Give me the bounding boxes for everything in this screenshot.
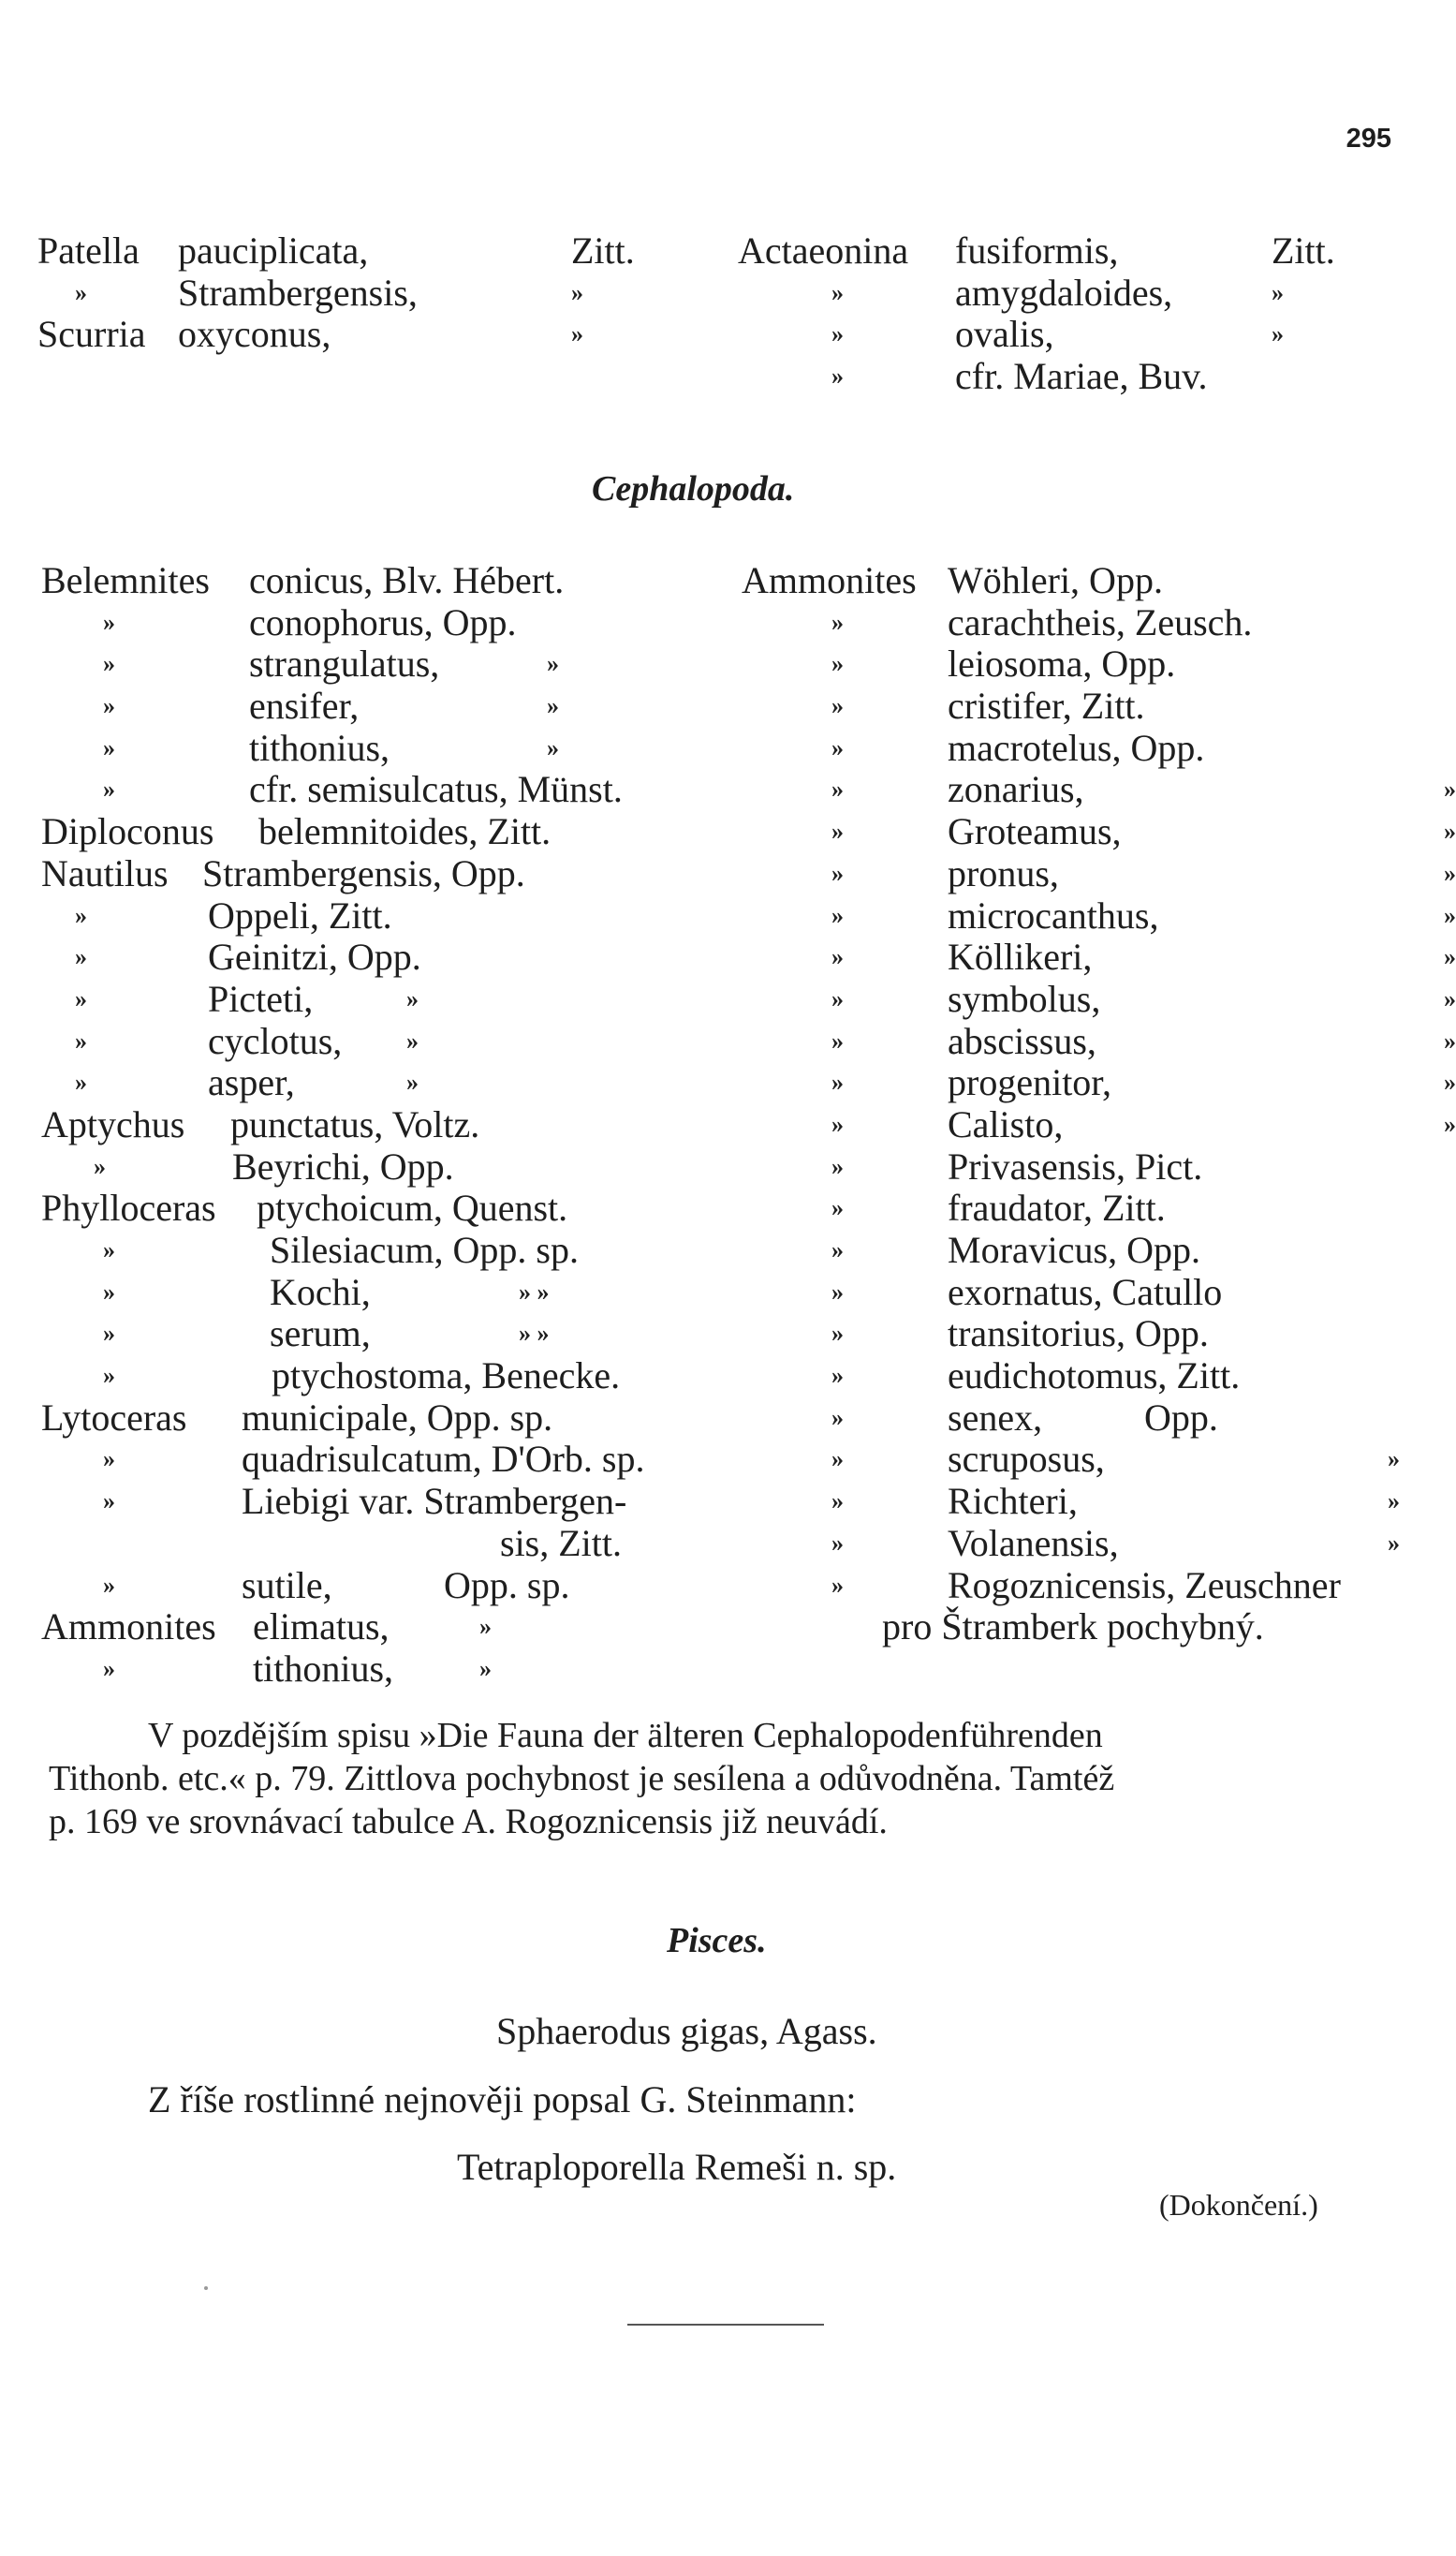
taxon-genus: Nautilus [41,851,169,894]
taxon-species: municipale, Opp. sp. [242,1396,553,1439]
taxon-genus: » [103,608,115,636]
taxon-genus: » [103,1278,115,1306]
end-rule [627,2324,824,2326]
gastropod-list-left [37,230,674,356]
taxon-author: » [406,984,419,1012]
taxon-genus: Aptychus [41,1102,185,1145]
taxon-row [41,853,715,895]
taxon-species: belemnitoides, Zitt. [258,810,552,853]
taxon-row [41,1523,715,1565]
taxon-species: tithonius, [249,726,390,769]
conclusion-note: (Dokončení.) [1159,2188,1318,2222]
taxon-genus: » [831,984,844,1012]
taxon-genus: » [103,1654,115,1682]
taxon-row [41,1606,715,1648]
taxon-author: » [1272,278,1284,306]
taxon-species: strangulatus, [249,643,440,686]
taxon-species: amygdaloides, [955,271,1173,314]
taxon-genus: » [103,692,115,720]
taxon-row [742,810,1456,853]
taxon-row [41,1481,715,1523]
taxon-row [742,1523,1416,1565]
taxon-row [37,273,674,315]
taxon-author: » [1444,859,1456,887]
taxon-species: ptychostoma, Benecke. [272,1354,621,1397]
taxon-author: » [479,1613,492,1641]
taxon-species: serum, [270,1312,371,1355]
taxon-species: Calisto, [948,1102,1064,1145]
taxon-row [742,936,1456,979]
taxon-row [41,769,715,811]
taxon-genus: » [103,776,115,804]
taxon-genus: » [831,733,844,761]
taxon-genus: » [103,1362,115,1390]
taxon-genus: » [831,1529,844,1557]
taxon-author: » [406,1069,419,1097]
taxon-author: » [1444,1027,1456,1055]
taxon-author: Opp. [1144,1396,1218,1439]
taxon-genus: Belemnites [41,559,210,601]
taxon-row [41,1439,715,1481]
taxon-species: Moravicus, Opp. [948,1229,1200,1271]
taxon-species: oxyconus, [178,313,331,356]
taxon-genus: » [831,901,844,929]
plant-intro: Z říše rostlinné nejnověji popsal G. Steinmann: [148,2078,857,2120]
taxon-species: Picteti, [208,977,314,1020]
taxon-genus: Ammonites [742,559,917,601]
taxon-species: Rogoznicensis, Zeuschner [948,1563,1341,1606]
taxon-genus: » [831,818,844,846]
cephalopod-list-right [742,559,1456,1648]
taxon-species: senex, [948,1396,1043,1439]
taxon-genus: » [831,692,844,720]
taxon-genus: » [75,984,87,1012]
taxon-genus: Diploconus [41,810,214,853]
taxon-author: » [1388,1487,1400,1515]
taxon-row [41,1146,715,1189]
taxon-genus: » [75,278,87,306]
taxon-row [742,768,1456,811]
taxon-genus: Patella [37,229,140,272]
taxon-row [742,1188,1416,1230]
taxon-row [742,1313,1416,1355]
taxon-species: Kochi, [270,1270,371,1313]
taxon-row [41,937,715,979]
taxon-species: pauciplicata, [178,229,369,272]
taxon-row [41,1565,715,1607]
taxon-species: zonarius, [948,768,1084,811]
taxon-species: sutile, [242,1563,332,1606]
taxon-row [742,1230,1416,1272]
taxon-author: » [1444,901,1456,929]
taxon-species: Strambergensis, [178,271,418,314]
taxon-author: Zitt. [1272,229,1335,272]
taxon-author: » [1444,776,1456,804]
taxon-row [742,1146,1416,1189]
taxon-row [41,1021,715,1063]
plant-species: Tetraploporella Remeši n. sp. [457,2146,897,2188]
taxon-species: Oppeli, Zitt. [208,894,392,937]
taxon-genus: » [831,320,844,348]
taxon-species: cfr. semisulcatus, Münst. [249,768,623,811]
taxon-row [742,1606,1416,1648]
taxon-species: macrotelus, Opp. [948,726,1205,769]
taxon-species: carachtheis, Zeusch. [948,600,1253,643]
taxon-author: » [1388,1445,1400,1473]
taxon-row [37,314,674,356]
taxon-genus: » [831,1278,844,1306]
taxon-genus: » [831,278,844,306]
taxon-species: pronus, [948,851,1059,894]
taxon-row [41,643,715,686]
taxon-genus: Phylloceras [41,1187,216,1230]
taxon-author: » [1444,943,1456,971]
taxon-genus: » [75,943,87,971]
taxon-genus: » [831,1403,844,1431]
taxon-species: Volanensis, [948,1521,1119,1564]
taxon-row [742,728,1416,770]
taxon-row [742,1397,1416,1440]
taxon-author: » [1388,1529,1400,1557]
taxon-author: » [1444,1069,1456,1097]
taxon-row [742,1102,1456,1146]
taxon-species: Silesiacum, Opp. sp. [270,1229,579,1271]
taxon-row [742,643,1416,686]
taxon-genus: » [831,1069,844,1097]
taxon-genus: » [831,1362,844,1390]
taxon-genus: » [103,1445,115,1473]
taxon-species: Wöhleri, Opp. [948,559,1163,601]
taxon-author: Zitt. [571,229,635,272]
taxon-row [742,1481,1416,1523]
taxon-row [742,1565,1416,1607]
pisces-species: Sphaerodus gigas, Agass. [496,2010,877,2052]
taxon-species: fraudator, Zitt. [948,1187,1166,1230]
taxon-species: exornatus, Catullo [948,1270,1223,1313]
taxon-genus: » [831,1487,844,1515]
taxon-row [742,977,1456,1021]
taxon-row [742,602,1416,644]
section-heading-cephalopoda: Cephalopoda. [592,469,795,509]
taxon-species: punctatus, Voltz. [230,1102,480,1145]
taxon-species: eudichotomus, Zitt. [948,1354,1241,1397]
taxon-author: » [547,650,559,678]
taxon-row [41,1397,715,1440]
taxon-species: Privasensis, Pict. [948,1145,1203,1188]
taxon-species: quadrisulcatum, D'Orb. sp. [242,1438,645,1481]
taxon-genus: » [831,1027,844,1055]
taxon-genus: » [831,1445,844,1473]
taxon-row [41,1104,715,1146]
taxon-species: Geinitzi, Opp. [208,936,421,979]
taxon-species: Beyrichi, Opp. [232,1145,454,1188]
taxon-author: Opp. sp. [444,1563,570,1606]
taxon-genus: » [831,1571,844,1599]
taxon-species: progenitor, [948,1061,1112,1104]
taxon-author: » [406,1027,419,1055]
taxon-species: Richteri, [948,1480,1078,1523]
taxon-row [41,895,715,938]
taxon-row [37,230,674,273]
taxon-row [742,1355,1416,1397]
taxon-species: ovalis, [955,313,1054,356]
taxon-row [742,560,1416,602]
taxon-author: » [479,1654,492,1682]
taxon-row [738,273,1393,315]
note-line-3: p. 169 ve srovnávací tabulce A. Rogoznicensis již neuvádí. [49,1802,888,1841]
taxon-row [41,686,715,728]
taxon-genus: Lytoceras [41,1396,187,1439]
taxon-species: abscissus, [948,1019,1096,1062]
taxon-row [738,314,1393,356]
taxon-species: scruposus, [948,1438,1105,1481]
taxon-genus: » [831,1110,844,1138]
taxon-row [41,728,715,770]
taxon-species: cristifer, Zitt. [948,685,1145,728]
taxon-author: » » [519,1278,550,1306]
taxon-species: tithonius, [253,1647,394,1690]
taxon-genus: » [103,1236,115,1263]
taxon-author: » [571,320,583,348]
gastropod-list-right [738,230,1393,398]
taxon-row [41,1062,715,1104]
taxon-genus: » [103,1320,115,1348]
page-number: 295 [1346,124,1391,154]
taxon-author: » [571,278,583,306]
taxon-species: cfr. Mariae, Buv. [955,355,1208,398]
taxon-row [742,1272,1416,1314]
taxon-species: Liebigi var. Strambergen- [242,1480,627,1523]
taxon-row [742,1061,1456,1104]
cephalopod-list-left [41,560,715,1691]
taxon-genus: » [831,650,844,678]
taxon-genus: » [831,943,844,971]
taxon-genus: » [75,1027,87,1055]
taxon-row [742,1019,1456,1063]
taxon-author: » [1444,984,1456,1012]
taxon-row [742,851,1456,895]
taxon-row [41,1230,715,1272]
note-line-2: Tithonb. etc.« p. 79. Zittlova pochybnost je sesílena a odůvodněna. Tamtéž [49,1759,1115,1798]
taxon-genus: » [831,608,844,636]
taxon-genus: » [94,1152,106,1180]
taxon-species: Strambergensis, Opp. [202,851,525,894]
taxon-row [738,230,1393,273]
taxon-species: leiosoma, Opp. [948,643,1176,686]
taxon-author: » [547,733,559,761]
taxon-genus: Actaeonina [738,229,909,272]
taxon-genus: » [103,650,115,678]
taxon-row [41,811,715,853]
taxon-row [41,560,715,602]
taxon-species: ptychoicum, Quenst. [257,1187,568,1230]
taxon-genus: » [831,776,844,804]
taxon-author: » [1444,1110,1456,1138]
taxon-row [41,1272,715,1314]
taxon-row [41,979,715,1021]
taxon-row [41,1188,715,1230]
taxon-genus: » [103,1487,115,1515]
taxon-author: » [1444,818,1456,846]
taxon-species: fusiformis, [955,229,1119,272]
note-line-1: V pozdějším spisu »Die Fauna der älteren Cephalopodenführenden [148,1716,1103,1755]
taxon-genus: » [75,1069,87,1097]
speck [204,2286,208,2290]
taxon-species: ensifer, [249,685,360,728]
taxon-species: microcanthus, [948,894,1159,937]
taxon-row [738,356,1393,398]
taxon-row [41,602,715,644]
taxon-row [41,1313,715,1355]
section-heading-pisces: Pisces. [667,1921,767,1960]
taxon-genus: Scurria [37,313,146,356]
taxon-genus: » [831,1152,844,1180]
taxon-author: » » [519,1320,550,1348]
taxon-species: pro Štramberk pochybný. [882,1605,1264,1648]
taxon-genus: » [103,1571,115,1599]
taxon-genus: » [831,1194,844,1222]
taxon-species: transitorius, Opp. [948,1312,1209,1355]
taxon-species: asper, [208,1061,295,1104]
taxon-species: conicus, Blv. Hébert. [249,559,565,601]
taxon-row [41,1648,715,1691]
taxon-species: Groteamus, [948,810,1122,853]
taxon-author: sis, Zitt. [500,1521,623,1564]
taxon-row [742,686,1416,728]
taxon-genus: » [831,1236,844,1263]
taxon-genus: » [103,733,115,761]
taxon-species: conophorus, Opp. [249,600,517,643]
taxon-species: elimatus, [253,1605,390,1648]
footnote-paragraph [49,1714,1397,1843]
taxon-genus: » [75,901,87,929]
taxon-author: » [1272,320,1284,348]
taxon-genus: » [831,362,844,391]
taxon-genus: » [831,1320,844,1348]
taxon-row [742,1439,1416,1481]
taxon-author: » [547,692,559,720]
taxon-species: symbolus, [948,977,1101,1020]
taxon-genus: Ammonites [41,1605,216,1648]
taxon-species: cyclotus, [208,1019,343,1062]
taxon-row [41,1355,715,1397]
taxon-genus: » [831,859,844,887]
taxon-row [742,894,1456,938]
taxon-species: Köllikeri, [948,936,1093,979]
